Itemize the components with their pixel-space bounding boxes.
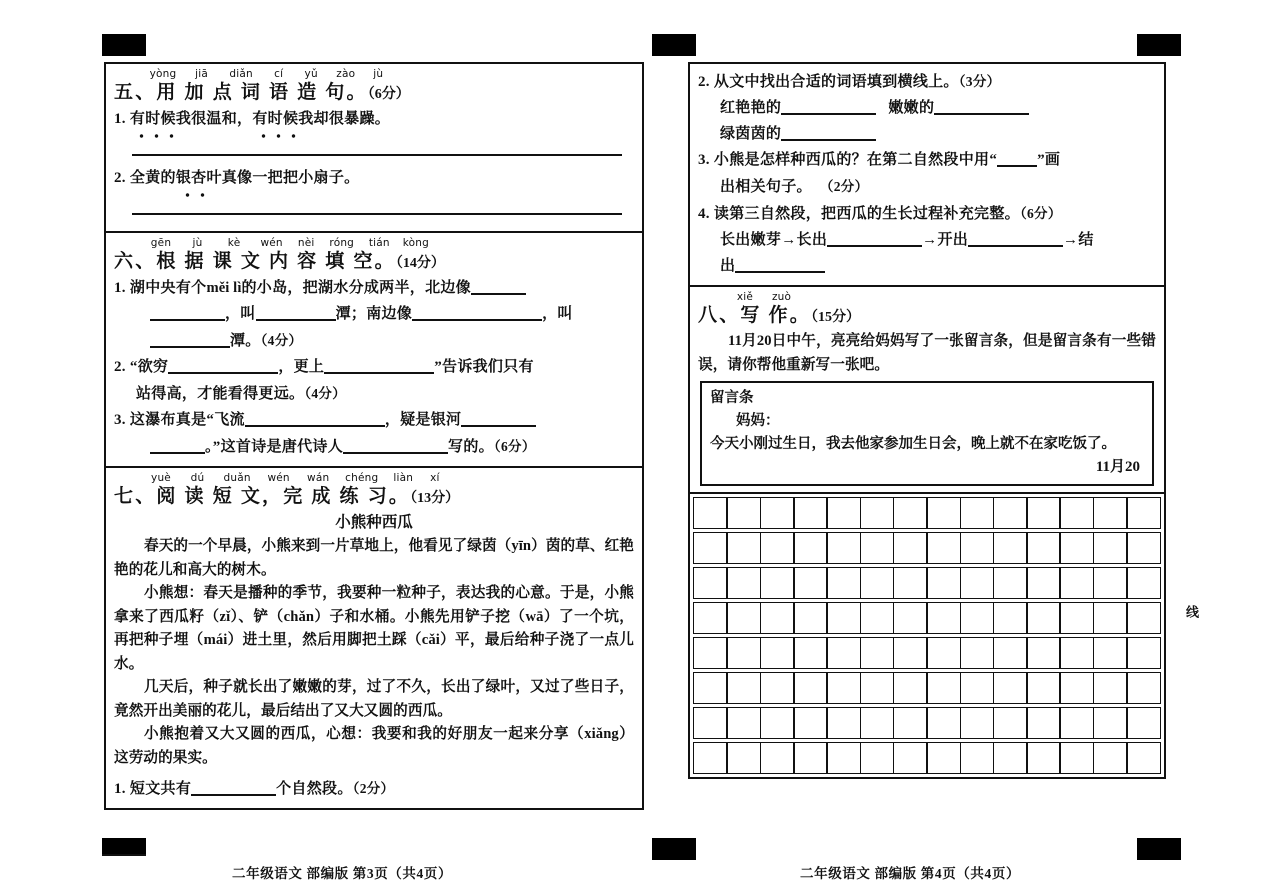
pinyin-syllable: zào xyxy=(336,68,356,80)
composition-grid-cell[interactable] xyxy=(1059,532,1094,564)
composition-grid-cell[interactable] xyxy=(826,637,861,669)
composition-grid-cell[interactable] xyxy=(760,672,795,704)
composition-grid-cell[interactable] xyxy=(860,567,895,599)
composition-grid-cell[interactable] xyxy=(693,742,728,774)
registration-mark-top-middle xyxy=(652,34,696,56)
section-6-title-text: 六、根 据 课 文 内 容 填 空。 xyxy=(114,251,396,272)
composition-grid-cell[interactable] xyxy=(826,602,861,634)
composition-grid-cell[interactable] xyxy=(726,532,761,564)
item-text: 从文中找出合适的词语填到横线上。 xyxy=(713,74,959,90)
composition-grid-cell[interactable] xyxy=(960,567,995,599)
pinyin-syllable: yuè xyxy=(151,472,171,484)
section-6 xyxy=(104,231,644,468)
composition-grid-cell[interactable] xyxy=(760,602,795,634)
item-text: 小熊是怎样种西瓜的？在第二自然段中用“ xyxy=(713,152,998,168)
composition-grid-cell[interactable] xyxy=(860,532,895,564)
composition-grid-cell[interactable] xyxy=(1093,532,1128,564)
footer-right-page: 二年级语文 部编版 第4页（共4页） xyxy=(800,866,1021,881)
section-6-item-2-line2 xyxy=(114,381,634,407)
composition-grid-cell[interactable] xyxy=(993,532,1028,564)
pinyin-syllable: liàn xyxy=(393,472,414,484)
chain-step: 出 xyxy=(720,258,736,274)
item-text: 短文共有 xyxy=(129,781,192,797)
composition-grid-cell[interactable] xyxy=(1093,497,1128,529)
composition-grid[interactable] xyxy=(688,492,1166,779)
blank-field[interactable] xyxy=(343,436,448,454)
passage-paragraph-3: 几天后，种子就长出了嫩嫩的芽，过了不久，长出了绿叶，又过了些日子，竟然开出美丽的花儿，最后结出了又大又圆的西瓜。 xyxy=(114,679,634,719)
blank-field[interactable] xyxy=(256,303,336,321)
note-salutation: 妈妈： xyxy=(736,413,780,429)
composition-grid-cell[interactable] xyxy=(993,497,1028,529)
answer-line-1[interactable] xyxy=(132,154,622,156)
registration-mark-bottom-left xyxy=(102,838,146,856)
item-text: 我很温和， xyxy=(175,111,253,127)
composition-grid-cell[interactable] xyxy=(1026,532,1061,564)
section-6-item-1-line3 xyxy=(114,328,634,354)
passage-paragraph-2: 小熊想：春天是播种的季节，我要种一粒种子，表达我的心意。于是，小熊拿来了西瓜籽（zǐ）、铲（chǎn）子和水桶。小熊先用铲子挖（wā）了一个坑，再把种子埋（mái）进土里，然后用脚把土踩（cǎi）平，最后给种子浇了一点儿水。 xyxy=(114,585,634,672)
item-number: 1. xyxy=(114,280,126,296)
section-5-item-1 xyxy=(114,107,634,132)
note-heading: 留言条 xyxy=(710,390,754,406)
composition-grid-cell[interactable] xyxy=(793,532,828,564)
pinyin-syllable: nèi xyxy=(297,237,315,249)
composition-grid-cell[interactable] xyxy=(926,567,961,599)
section-6-item-2 xyxy=(114,355,634,380)
section-7-title-text: 七、阅 读 短 文，完 成 练 习。 xyxy=(114,486,411,507)
chain-step: 长出嫩芽 xyxy=(720,232,782,248)
composition-grid-cell[interactable] xyxy=(960,672,995,704)
section-6-item-1 xyxy=(114,276,634,301)
section-6-heading xyxy=(114,237,634,275)
composition-grid-cell[interactable] xyxy=(960,707,995,739)
section-7-item-4 xyxy=(698,201,1156,227)
composition-grid-cell[interactable] xyxy=(960,532,995,564)
section-6-item-1-line2 xyxy=(114,302,634,327)
item-text: 我却很暴躁。 xyxy=(298,111,391,127)
pinyin-syllable: zuò xyxy=(771,291,792,303)
blank-field[interactable] xyxy=(168,356,278,374)
blank-field[interactable] xyxy=(968,229,1063,247)
item-text: 这瀑布真是“飞流 xyxy=(129,412,245,428)
composition-grid-row xyxy=(693,637,1161,669)
composition-grid-cell[interactable] xyxy=(1126,742,1161,774)
sample-note-box xyxy=(700,381,1154,486)
composition-grid-cell[interactable] xyxy=(960,637,995,669)
composition-grid-row xyxy=(693,497,1161,529)
composition-grid-cell[interactable] xyxy=(860,707,895,739)
item-text: ，叫 xyxy=(225,306,256,322)
pinyin-syllable: cí xyxy=(274,68,284,80)
registration-mark-top-right xyxy=(1137,34,1181,56)
composition-grid-cell[interactable] xyxy=(726,637,761,669)
blank-field[interactable] xyxy=(191,778,276,796)
composition-grid-row xyxy=(693,672,1161,704)
composition-grid-cell[interactable] xyxy=(760,567,795,599)
composition-grid-cell[interactable] xyxy=(793,567,828,599)
item-points: （2分） xyxy=(819,179,869,194)
composition-grid-cell[interactable] xyxy=(893,567,928,599)
composition-grid-cell[interactable] xyxy=(793,707,828,739)
composition-grid-cell[interactable] xyxy=(693,602,728,634)
pinyin-syllable: jù xyxy=(373,68,384,80)
composition-grid-cell[interactable] xyxy=(960,742,995,774)
section-8-title-text: 八、写 作。 xyxy=(698,305,811,326)
passage-title: 小熊种西瓜 xyxy=(335,514,413,531)
item-text: 写的。 xyxy=(448,439,494,455)
composition-grid-cell[interactable] xyxy=(1093,637,1128,669)
composition-grid-row xyxy=(693,602,1161,634)
composition-grid-cell[interactable] xyxy=(826,497,861,529)
section-5 xyxy=(104,62,644,233)
blank-field[interactable] xyxy=(781,97,876,115)
composition-grid-cell[interactable] xyxy=(1126,672,1161,704)
word-label: 绿茵茵的 xyxy=(720,126,782,142)
blank-field[interactable] xyxy=(471,277,526,295)
inline-pinyin: měi lì xyxy=(206,280,242,296)
item-points: （4分） xyxy=(260,333,303,348)
word-label: 红艳艳的 xyxy=(720,100,782,116)
composition-grid-cell[interactable] xyxy=(693,707,728,739)
composition-grid-cell[interactable] xyxy=(860,637,895,669)
pinyin-syllable: tián xyxy=(368,237,390,249)
item-text: ，疑是银河 xyxy=(384,412,462,428)
item-text: 全黄的 xyxy=(129,170,176,186)
item-text: 。”这首诗是唐代诗人 xyxy=(205,439,344,455)
composition-grid-row xyxy=(693,742,1161,774)
pinyin-syllable: wán xyxy=(307,472,330,484)
composition-grid-cell[interactable] xyxy=(760,707,795,739)
blank-field[interactable] xyxy=(245,409,385,427)
composition-grid-cell[interactable] xyxy=(1026,567,1061,599)
composition-grid-cell[interactable] xyxy=(760,532,795,564)
composition-grid-cell[interactable] xyxy=(1126,532,1161,564)
underline-mark xyxy=(997,149,1037,167)
composition-grid-cell[interactable] xyxy=(926,602,961,634)
composition-grid-cell[interactable] xyxy=(893,742,928,774)
item-text: 个自然段。 xyxy=(276,781,353,797)
composition-grid-cell[interactable] xyxy=(860,742,895,774)
composition-grid-cell[interactable] xyxy=(1093,602,1128,634)
composition-grid-cell[interactable] xyxy=(1093,672,1128,704)
composition-grid-cell[interactable] xyxy=(1093,707,1128,739)
section-6-title xyxy=(114,250,634,275)
pinyin-syllable: jù xyxy=(192,237,203,249)
composition-grid-cell[interactable] xyxy=(1026,707,1061,739)
answer-line-2[interactable] xyxy=(132,213,622,215)
note-body: 今天小刚过生日，我去他家参加生日会，晚上就不在家吃饭了。 xyxy=(710,436,1116,452)
blank-field[interactable] xyxy=(934,97,1029,115)
section-8-title xyxy=(698,304,1156,329)
blank-field[interactable] xyxy=(150,436,205,454)
right-column xyxy=(688,62,1166,496)
blank-field[interactable] xyxy=(412,303,542,321)
composition-grid-cell[interactable] xyxy=(1059,742,1094,774)
composition-grid-cell[interactable] xyxy=(826,742,861,774)
section-7-item-4-chain-line2 xyxy=(698,254,1156,279)
passage-paragraph-1: 春天的一个早晨，小熊来到一片草地上，他看见了绿茵（yīn）茵的草、红艳艳的花儿和高大的树木。 xyxy=(114,538,634,578)
composition-grid-cell[interactable] xyxy=(826,672,861,704)
blank-field[interactable] xyxy=(781,123,876,141)
composition-grid-cell[interactable] xyxy=(1026,602,1061,634)
registration-mark-top-left xyxy=(102,34,146,56)
item-number: 2. xyxy=(114,359,126,375)
composition-grid-cell[interactable] xyxy=(693,532,728,564)
footer-left-page: 二年级语文 部编版 第3页（共4页） xyxy=(232,866,453,881)
composition-grid-cell[interactable] xyxy=(760,497,795,529)
section-7-item-3 xyxy=(698,148,1156,173)
item-number: 1. xyxy=(114,781,126,797)
composition-grid-cell[interactable] xyxy=(1126,707,1161,739)
section-7-item-4-chain: 长出嫩芽→长出 →开出 →结 xyxy=(698,228,1156,253)
blank-field[interactable] xyxy=(735,255,825,273)
composition-grid-cell[interactable] xyxy=(1026,672,1061,704)
composition-grid-row xyxy=(693,567,1161,599)
composition-grid-cell[interactable] xyxy=(860,602,895,634)
left-column xyxy=(104,62,644,808)
composition-grid-cell[interactable] xyxy=(1093,742,1128,774)
section-7-item-1 xyxy=(114,776,634,802)
composition-grid-cell[interactable] xyxy=(893,637,928,669)
pinyin-syllable: dú xyxy=(190,472,205,484)
registration-mark-bottom-right xyxy=(1137,838,1181,860)
section-8-prompt: 11月20日中午，亮亮给妈妈写了一张留言条，但是留言条有一些错误，请你帮他重新写一张吧。 xyxy=(698,333,1156,373)
composition-grid-cell[interactable] xyxy=(926,532,961,564)
composition-grid-cell[interactable] xyxy=(693,672,728,704)
composition-grid-cell[interactable] xyxy=(726,567,761,599)
item-number: 2. xyxy=(114,170,126,186)
composition-grid-row xyxy=(693,707,1161,739)
composition-grid-row xyxy=(693,532,1161,564)
seal-line-mark: 线 xyxy=(1184,605,1199,618)
pinyin-syllable: xí xyxy=(430,472,440,484)
composition-grid-cell[interactable] xyxy=(926,497,961,529)
composition-grid-cell[interactable] xyxy=(1093,567,1128,599)
composition-grid-cell[interactable] xyxy=(893,497,928,529)
composition-grid-cell[interactable] xyxy=(860,497,895,529)
composition-grid-cell[interactable] xyxy=(1026,742,1061,774)
composition-grid-cell[interactable] xyxy=(993,637,1028,669)
pinyin-syllable: yǔ xyxy=(304,68,318,80)
composition-grid-cell[interactable] xyxy=(760,637,795,669)
composition-grid-cell[interactable] xyxy=(793,672,828,704)
section-5-points: （6分） xyxy=(367,87,410,102)
composition-grid-cell[interactable] xyxy=(1059,637,1094,669)
composition-grid-cell[interactable] xyxy=(993,567,1028,599)
item-text: ，更上 xyxy=(278,359,325,375)
composition-grid-cell[interactable] xyxy=(793,497,828,529)
composition-grid-cell[interactable] xyxy=(993,742,1028,774)
composition-grid-cell[interactable] xyxy=(993,707,1028,739)
composition-grid-cell[interactable] xyxy=(1059,672,1094,704)
blank-field[interactable] xyxy=(827,229,922,247)
blank-field[interactable] xyxy=(150,303,225,321)
registration-mark-bottom-middle xyxy=(652,838,696,860)
composition-grid-cell[interactable] xyxy=(926,707,961,739)
item-text: ”画 xyxy=(1037,152,1061,168)
composition-grid-cell[interactable] xyxy=(893,532,928,564)
item-points: （6分） xyxy=(1019,206,1062,221)
section-6-item-3 xyxy=(114,408,634,433)
blank-field[interactable] xyxy=(461,409,536,427)
section-5-item-2 xyxy=(114,166,634,191)
section-8-pinyin xyxy=(698,291,1156,304)
item-text: “欲穷 xyxy=(129,359,169,375)
item-number: 4. xyxy=(698,206,710,222)
item-number: 3. xyxy=(698,152,710,168)
composition-grid-cell[interactable] xyxy=(793,637,828,669)
pinyin-syllable: wén xyxy=(267,472,290,484)
emphasized-word: 有时候 xyxy=(252,107,298,132)
blank-field[interactable] xyxy=(150,330,230,348)
section-7-title xyxy=(114,485,634,510)
pinyin-syllable: duǎn xyxy=(223,472,251,484)
composition-grid-cell[interactable] xyxy=(1026,637,1061,669)
section-7 xyxy=(104,466,644,810)
item-text: 叶真像一把把小扇子。 xyxy=(206,170,360,186)
composition-grid-cell[interactable] xyxy=(1059,497,1094,529)
section-7-points: （13分） xyxy=(410,491,460,506)
section-7-item-2-blanks-row1 xyxy=(698,96,1156,121)
composition-grid-cell[interactable] xyxy=(826,707,861,739)
composition-grid-cell[interactable] xyxy=(926,742,961,774)
composition-grid-cell[interactable] xyxy=(726,672,761,704)
composition-grid-cell[interactable] xyxy=(726,742,761,774)
item-points: （6分） xyxy=(493,439,536,454)
composition-grid-cell[interactable] xyxy=(726,707,761,739)
composition-grid-cell[interactable] xyxy=(1059,567,1094,599)
pinyin-syllable: chéng xyxy=(345,472,379,484)
pinyin-syllable: róng xyxy=(329,237,355,249)
item-number: 3. xyxy=(114,412,126,428)
pinyin-syllable: jiā xyxy=(195,68,208,80)
item-number: 2. xyxy=(698,74,710,90)
emphasized-word: 银杏 xyxy=(176,166,207,191)
section-8-heading xyxy=(698,291,1156,329)
item-number: 1. xyxy=(114,111,126,127)
blank-field[interactable] xyxy=(324,356,434,374)
item-points: （2分） xyxy=(352,781,395,796)
item-text: 湖中央有个 xyxy=(129,280,207,296)
pinyin-syllable: kòng xyxy=(402,237,429,249)
composition-grid-cell[interactable] xyxy=(960,602,995,634)
composition-grid-cell[interactable] xyxy=(726,497,761,529)
pinyin-syllable: wén xyxy=(260,237,283,249)
section-6-pinyin xyxy=(114,237,634,250)
chain-step: 开出 xyxy=(937,232,969,248)
composition-grid-cell[interactable] xyxy=(826,532,861,564)
item-text: 站得高，才能看得更远。 xyxy=(136,386,305,402)
pinyin-syllable: kè xyxy=(227,237,241,249)
composition-grid-cell[interactable] xyxy=(793,602,828,634)
item-text: ，叫 xyxy=(542,306,573,322)
composition-grid-cell[interactable] xyxy=(1059,707,1094,739)
composition-grid-cell[interactable] xyxy=(926,637,961,669)
item-text: 潭；南边像 xyxy=(335,306,413,322)
composition-grid-cell[interactable] xyxy=(693,637,728,669)
composition-grid-cell[interactable] xyxy=(1126,567,1161,599)
item-points: （4分） xyxy=(304,386,347,401)
item-text: 潭。 xyxy=(230,333,261,349)
composition-grid-cell[interactable] xyxy=(893,707,928,739)
chain-step: 结 xyxy=(1078,232,1094,248)
section-7-heading xyxy=(114,472,634,510)
pinyin-syllable: xiě xyxy=(736,291,754,303)
composition-grid-cell[interactable] xyxy=(1126,602,1161,634)
section-7-pinyin xyxy=(114,472,634,485)
section-6-item-3-line2 xyxy=(114,434,634,460)
item-text: 出相关句子。 xyxy=(720,179,812,195)
section-6-points: （14分） xyxy=(395,256,445,271)
composition-grid-cell[interactable] xyxy=(726,602,761,634)
composition-grid-cell[interactable] xyxy=(693,497,728,529)
section-5-pinyin xyxy=(114,68,634,81)
note-date: 11月20 xyxy=(1095,459,1140,475)
composition-grid-cell[interactable] xyxy=(1026,497,1061,529)
composition-grid-cell[interactable] xyxy=(1059,602,1094,634)
pinyin-syllable: diǎn xyxy=(229,68,253,80)
composition-grid-cell[interactable] xyxy=(860,672,895,704)
item-text: ”告诉我们只有 xyxy=(434,359,534,375)
composition-grid-cell[interactable] xyxy=(1126,637,1161,669)
composition-grid-cell[interactable] xyxy=(993,602,1028,634)
chain-step: 长出 xyxy=(796,232,828,248)
composition-grid-cell[interactable] xyxy=(1126,497,1161,529)
item-text: 读第三自然段，把西瓜的生长过程补充完整。 xyxy=(713,206,1020,222)
item-points: （3分） xyxy=(958,74,1001,89)
item-text: 的小岛，把湖水分成两半，北边像 xyxy=(241,280,471,296)
composition-grid-cell[interactable] xyxy=(926,672,961,704)
section-5-heading xyxy=(114,68,634,106)
composition-grid-cell[interactable] xyxy=(893,672,928,704)
pinyin-syllable: yòng xyxy=(149,68,177,80)
section-7-item-2 xyxy=(698,69,1156,95)
section-8 xyxy=(688,285,1166,498)
composition-grid-cell[interactable] xyxy=(893,602,928,634)
composition-grid-cell[interactable] xyxy=(993,672,1028,704)
section-7-item-2-blanks-row2 xyxy=(698,122,1156,147)
pinyin-syllable: gēn xyxy=(150,237,172,249)
word-label: 嫩嫩的 xyxy=(888,100,935,116)
section-8-points: （15分） xyxy=(810,310,860,325)
section-5-title xyxy=(114,81,634,106)
emphasized-word: 有时候 xyxy=(130,107,176,132)
composition-grid-cell[interactable] xyxy=(960,497,995,529)
section-5-title-text: 五、用 加 点 词 语 造 句。 xyxy=(114,82,368,103)
composition-grid-cell[interactable] xyxy=(793,742,828,774)
passage-paragraph-4: 小熊抱着又大又圆的西瓜，心想：我要和我的好朋友一起来分享（xiǎng）这劳动的果实。 xyxy=(114,726,634,766)
section-7-item-3-line2 xyxy=(698,174,1156,200)
section-7-continued xyxy=(688,62,1166,287)
composition-grid-cell[interactable] xyxy=(760,742,795,774)
composition-grid-cell[interactable] xyxy=(826,567,861,599)
composition-grid-cell[interactable] xyxy=(693,567,728,599)
